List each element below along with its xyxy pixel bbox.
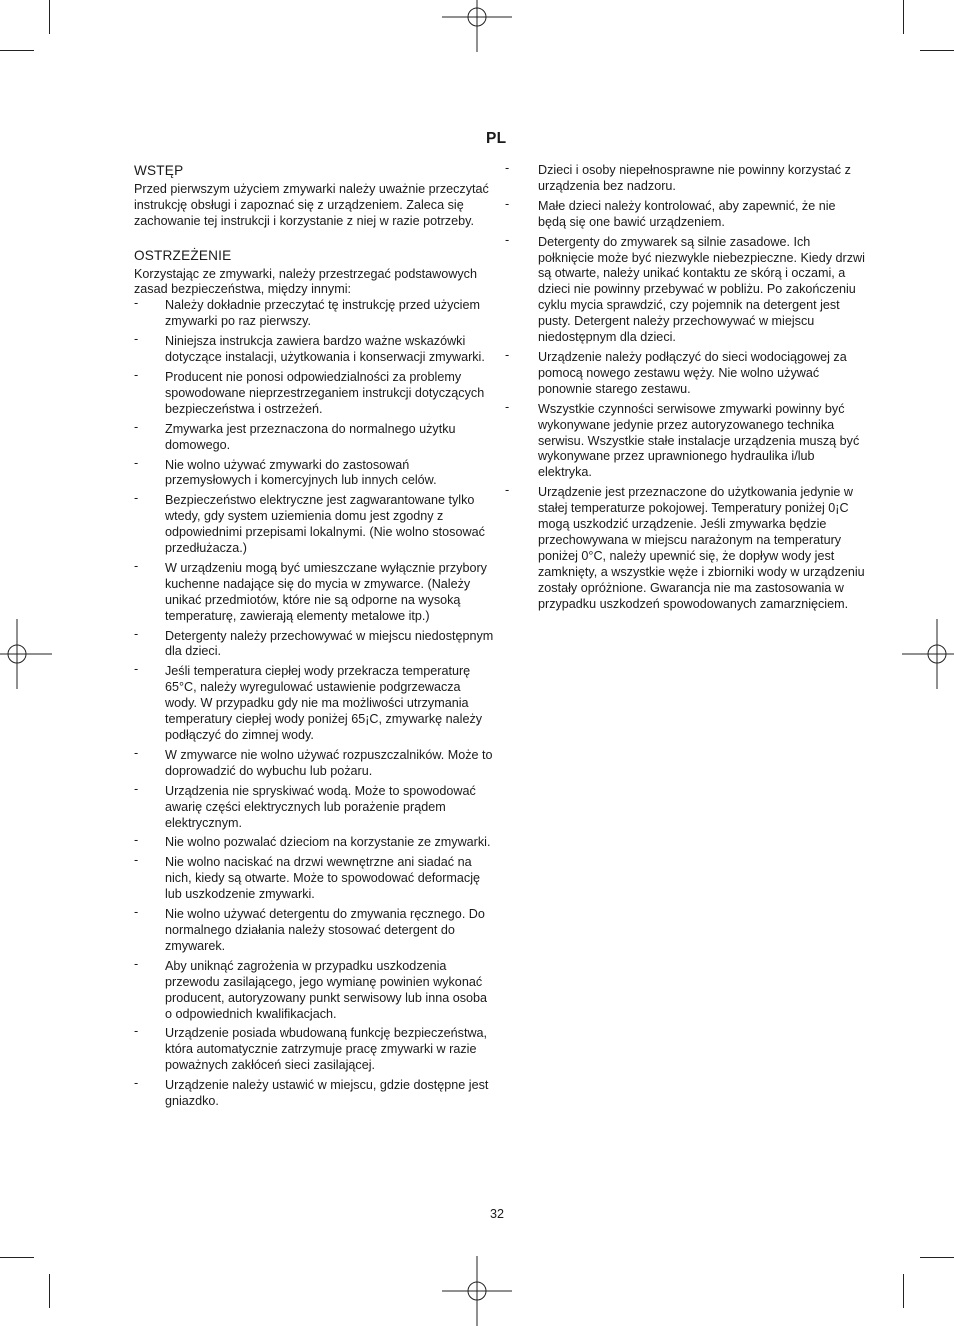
list-dash: - <box>134 332 139 347</box>
list-dash: - <box>134 558 139 573</box>
crop-mark-tr-h <box>920 50 954 51</box>
list-dash: - <box>505 347 510 362</box>
registration-mark-top-icon <box>442 0 512 52</box>
list-item-text: Należy dokładnie przeczytać tę instrukcję przed użyciem zmywarki po raz pierwszy. <box>165 298 480 329</box>
list-item-text: Urządzenia nie spryskiwać wodą. Może to spowodować awarię części elektrycznych lub porażenie prądem elektrycznym. <box>165 783 476 830</box>
list-dash: - <box>134 662 139 677</box>
list-dash: - <box>134 419 139 434</box>
list-item-text: Dzieci i osoby niepełnosprawne nie powinny korzystać z urządzenia bez nadzoru. <box>538 163 851 193</box>
list-item-text: Aby uniknąć zagrożenia w przypadku uszkodzenia przewodu zasilającego, jego wymianę powinien wykonać producent, autoryzowany punkt serwisowy lub inna osoba o odpowiednich kwalifikacjach. <box>165 958 488 1021</box>
list-item <box>134 558 494 625</box>
list-item <box>134 493 494 557</box>
list-item-text: Nie wolno używać zmywarki do zastosowań przemysłowych i komercyjnych lub innych celów. <box>165 457 437 488</box>
list-dash: - <box>134 1024 139 1039</box>
list-dash: - <box>505 399 510 414</box>
list-dash: - <box>505 196 510 211</box>
crop-mark-tr-v <box>903 0 904 34</box>
crop-mark-bl-v <box>49 1274 50 1308</box>
list-item <box>505 399 865 482</box>
intro-heading: WSTĘP <box>134 163 184 178</box>
list-dash: - <box>134 956 139 971</box>
list-item <box>134 781 494 832</box>
list-item <box>134 419 494 454</box>
list-item <box>134 455 494 490</box>
list-dash: - <box>134 626 139 641</box>
crop-mark-tl-v <box>49 0 50 34</box>
list-item <box>505 485 865 612</box>
list-item <box>134 855 494 903</box>
list-item-text: W zmywarce nie wolno używać rozpuszczalników. Może to doprowadzić do wybuchu lub pożaru. <box>165 747 493 778</box>
language-label: PL <box>486 130 507 147</box>
warning-heading: OSTRZEŻENIE <box>134 247 232 263</box>
list-item <box>134 367 494 418</box>
list-dash: - <box>134 745 139 760</box>
list-item <box>134 334 494 366</box>
list-item <box>134 1078 494 1110</box>
list-item-text: Niniejsza instrukcja zawiera bardzo ważne wskazówki dotyczące instalacji, użytkowania i konserwacji zmywarki. <box>165 334 485 365</box>
list-dash: - <box>134 491 139 506</box>
list-item <box>134 664 494 744</box>
warning-lead: Korzystając ze zmywarki, należy przestrzegać podstawowych zasad bezpieczeństwa, między innymi: <box>134 266 477 297</box>
list-item <box>134 956 494 1023</box>
list-dash: - <box>134 781 139 796</box>
list-dash: - <box>134 296 139 311</box>
list-item-text: Nie wolno pozwalać dzieciom na korzystanie ze zmywarki. <box>165 835 491 850</box>
list-item <box>134 835 494 851</box>
list-item <box>134 745 494 780</box>
list-item-text: Urządzenie należy ustawić w miejscu, gdzie dostępne jest gniazdko. <box>165 1078 489 1109</box>
list-item <box>505 347 865 398</box>
list-item <box>134 298 494 330</box>
list-dash: - <box>134 455 139 470</box>
registration-mark-left-icon <box>0 619 52 689</box>
list-item-text: Zmywarka jest przeznaczona do normalnego użytku domowego. <box>165 421 456 452</box>
list-item-text: Małe dzieci należy kontrolować, aby zapewnić, że nie będą się one bawić urządzeniem. <box>538 198 836 229</box>
crop-mark-br-h <box>920 1257 954 1258</box>
list-item-text: Bezpieczeństwo elektryczne jest zagwarantowane tylko wtedy, gdy system uziemienia domu jest zgodny z odpowiednimi przepisami lokalnymi. (Nie wolno stosować przedłużacza.) <box>165 493 485 556</box>
list-item-text: Producent nie ponosi odpowiedzialności za problemy spowodowane nieprzestrzeganiem instrukcji dotyczących bezpieczeństwa i ostrzeżeń. <box>165 369 485 416</box>
list-item-text: Detergenty do zmywarek są silnie zasadowe. Ich połknięcie może być niezwykle niebezpieczne. Kiedy drzwi są otwarte, należy unikać kontaktu ze skórą i oczami, a dzieci nie powinny przebywać w pobliżu. Po zakończeniu cyklu mycia sprawdzić, czy pojemnik na detergent jest pusty. Detergent należy przechowywać w miejscu niedostępnym dla dzieci. <box>538 234 865 345</box>
list-item-text: Urządzenie jest przeznaczone do użytkowania jedynie w stałej temperaturze pokojowej. Temperatury poniżej 0¡C mogą uszkodzić urządzenie. Jeśli zmywarka będzie przechowywana w miejscu narażonym na temperatury poniżej 0°C, należy upewnić się, że dopływ wody jest zamknięty, a wszystkie węże i zbiorniki wody w urządzeniu zostały opróżnione. Gwarancja nie ma zastosowania w przypadku uszkodzeń spowodowanych zamarznięciem. <box>538 485 865 611</box>
list-item-text: Detergenty należy przechowywać w miejscu niedostępnym dla dzieci. <box>165 628 494 659</box>
list-dash: - <box>134 853 139 868</box>
list-item-text: Nie wolno używać detergentu do zmywania ręcznego. Do normalnego działania należy stosować detergent do zmywarek. <box>165 907 485 953</box>
list-item-text: Jeśli temperatura ciepłej wody przekracza temperaturę 65°C, należy wyregulować ustawienie podgrzewacza wody. W przypadku gdy nie ma możliwości utrzymania temperatury ciepłej wody poniżej 65¡C, zmywarkę należy podłączyć do zimnej wody. <box>165 664 483 742</box>
intro-text: Przed pierwszym użyciem zmywarki należy uważnie przeczytać instrukcję obsługi i zapoznać się z urządzeniem. Zaleca się zachowanie tej instrukcji i korzystanie z niej w razie potrzeby. <box>134 181 489 228</box>
list-item <box>134 1026 494 1074</box>
list-item-text: W urządzeniu mogą być umieszczane wyłącznie przybory kuchenne nadające się do mycia w zmywarce. (Należy unikać przedmiotów, które nie są odporne na wysoką temperaturę, zawierają elementy metalowe itp.) <box>165 560 487 623</box>
registration-mark-bottom-icon <box>442 1256 512 1326</box>
list-item <box>505 163 865 195</box>
list-item <box>505 232 865 346</box>
list-dash: - <box>505 483 510 498</box>
left-column <box>134 163 494 1114</box>
crop-mark-bl-h <box>0 1257 34 1258</box>
list-dash: - <box>505 161 510 175</box>
list-item-text: Wszystkie czynności serwisowe zmywarki powinny być wykonywane jedynie przez autoryzowanego technika serwisu. Wszystkie stałe instalacje urządzenia muszą być wykonywane przez uprawnionego hydraulika i/lub elektryka. <box>538 401 860 480</box>
list-dash: - <box>134 1076 139 1091</box>
list-item-text: Nie wolno naciskać na drzwi wewnętrzne ani siadać na nich, kiedy są otwarte. Może to spowodować deformację lub uszkodzenie zmywarki. <box>165 855 480 902</box>
list-dash: - <box>134 367 139 382</box>
page-number: 32 <box>490 1207 505 1221</box>
right-column <box>505 163 865 616</box>
list-dash: - <box>505 232 510 247</box>
warning-list-left <box>134 298 494 1110</box>
warning-list-right <box>505 163 865 612</box>
registration-mark-right-icon <box>902 619 954 689</box>
list-item-text: Urządzenie posiada wbudowaną funkcję bezpieczeństwa, która automatycznie zatrzymuje pracę zmywarki w razie poważnych zakłóceń sieci zasilającej. <box>165 1026 488 1073</box>
list-item <box>134 907 494 955</box>
crop-mark-tl-h <box>0 50 34 51</box>
list-item-text: Urządzenie należy podłączyć do sieci wodociągowej za pomocą nowego zestawu węży. Nie wolno używać ponownie starego zestawu. <box>538 349 847 396</box>
list-item <box>505 196 865 231</box>
list-dash: - <box>134 905 139 920</box>
crop-mark-br-v <box>903 1274 904 1308</box>
list-dash: - <box>134 833 139 848</box>
list-item <box>134 626 494 661</box>
